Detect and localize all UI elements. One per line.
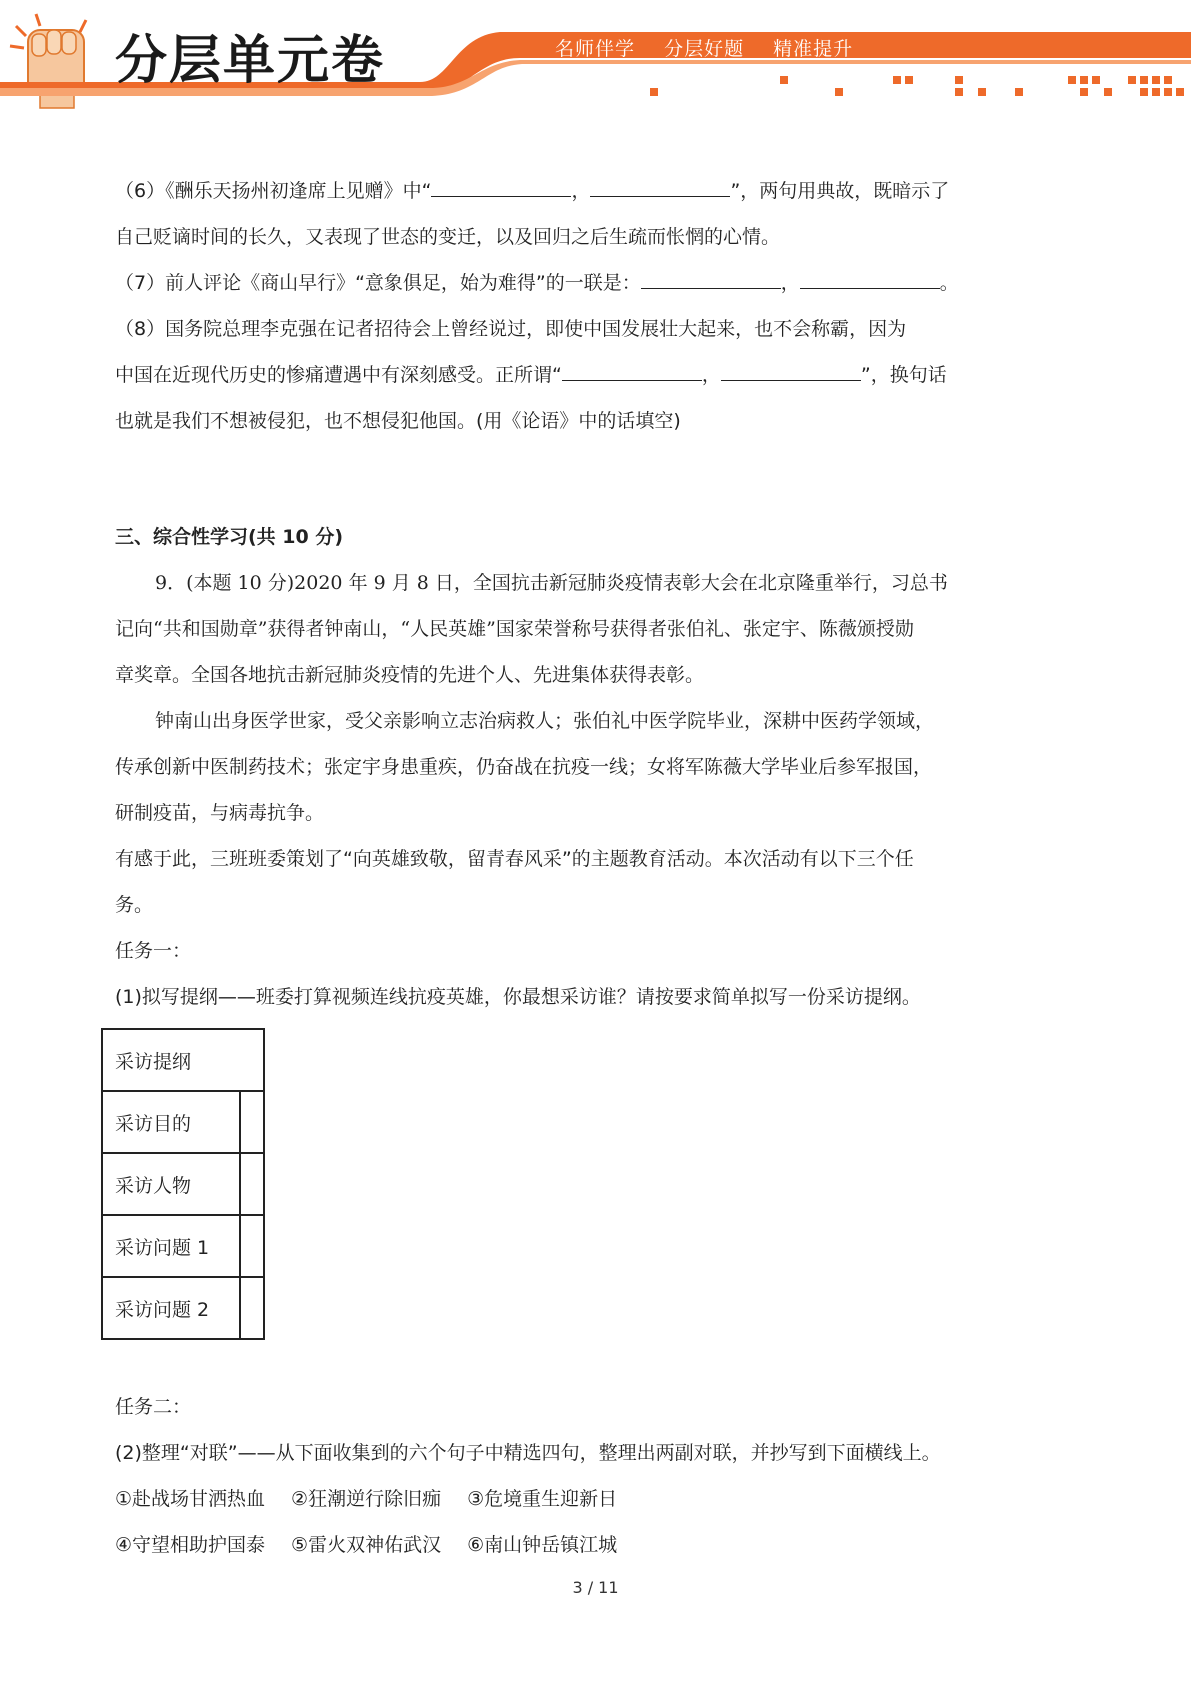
header-banner	[0, 0, 1191, 110]
answer-blank[interactable]	[562, 362, 702, 381]
answer-blank[interactable]	[721, 362, 861, 381]
question-text: ，	[780, 272, 800, 294]
option-item: ⑥南山钟岳镇江城	[467, 1534, 618, 1556]
paragraph-line: 研制疫苗，与病毒抗争。	[115, 802, 325, 824]
option-item: ③危境重生迎新日	[467, 1488, 618, 1510]
option-item: ④守望相助护国泰	[115, 1534, 266, 1556]
question-8-line-3: 也就是我们不想被侵犯，也不想侵犯他国。(用《论语》中的话填空)	[115, 410, 681, 432]
paragraph-line: 9．(本题 10 分)2020 年 9 月 8 日，全国抗击新冠肺炎疫情表彰大会在北京隆重举行，习总书	[155, 572, 948, 594]
options-row-1	[115, 1484, 617, 1511]
slogan-item: 分层好题	[664, 38, 745, 60]
task-2-question: (2)整理“对联”——从下面收集到的六个句子中精选四句，整理出两副对联，并抄写到下面横线上。	[115, 1442, 941, 1464]
options-row-2	[115, 1530, 617, 1557]
paragraph-line: 章奖章。全国各地抗击新冠肺炎疫情的先进个人、先进集体获得表彰。	[115, 664, 705, 686]
question-text: ”，换句话	[860, 364, 947, 386]
question-7-line	[115, 268, 959, 295]
paragraph-line: 传承创新中医制药技术；张定宇身患重疾，仍奋战在抗疫一线；女将军陈薇大学毕业后参军报国，	[115, 756, 933, 778]
table-row	[102, 1091, 264, 1153]
question-6-line-1	[115, 176, 949, 203]
question-6-line-2: 自己贬谪时间的长久，又表现了世态的变迁，以及回归之后生疏而怅惘的心情。	[115, 226, 781, 248]
option-item: ⑤雷火双神佑武汉	[291, 1534, 442, 1556]
task-1-question: (1)拟写提纲——班委打算视频连线抗疫英雄，你最想采访谁？请按要求简单拟写一份采访提纲。	[115, 986, 921, 1008]
table-answer-cell[interactable]	[240, 1215, 264, 1277]
answer-blank[interactable]	[641, 270, 781, 289]
question-8-line-1: （8）国务院总理李克强在记者招待会上曾经说过，即使中国发展壮大起来，也不会称霸，因为	[115, 318, 907, 340]
task-2-label: 任务二：	[115, 1396, 192, 1418]
paragraph-line: 钟南山出身医学世家，受父亲影响立志治病救人；张伯礼中医学院毕业，深耕中医药学领域，	[155, 710, 935, 732]
task-1-label: 任务一：	[115, 940, 192, 962]
table-answer-cell[interactable]	[240, 1277, 264, 1339]
table-row	[102, 1215, 264, 1277]
option-item: ②狂潮逆行除旧痂	[291, 1488, 442, 1510]
paragraph-line: 有感于此，三班班委策划了“向英雄致敬，留青春风采”的主题教育活动。本次活动有以下三个任	[115, 848, 914, 870]
interview-outline-table	[101, 1028, 265, 1340]
answer-blank[interactable]	[590, 178, 730, 197]
option-item: ①赴战场甘洒热血	[115, 1488, 266, 1510]
table-answer-cell[interactable]	[240, 1091, 264, 1153]
question-8-line-2	[115, 360, 947, 387]
slogan-bar	[555, 34, 875, 61]
question-text: （7）前人评论《商山早行》“意象俱足，始为难得”的一联是：	[115, 272, 641, 294]
question-text: 中国在近现代历史的惨痛遭遇中有深刻感受。正所谓“	[115, 364, 562, 386]
paragraph-line: 记向“共和国勋章”获得者钟南山，“人民英雄”国家荣誉称号获得者张伯礼、张定宇、陈薇颁授勋	[115, 618, 914, 640]
paragraph-line: 务。	[115, 894, 154, 916]
table-label-cell: 采访问题 1	[102, 1215, 240, 1277]
answer-blank[interactable]	[431, 178, 571, 197]
question-text: 。	[939, 272, 959, 294]
table-answer-cell[interactable]	[240, 1153, 264, 1215]
table-header-cell: 采访提纲	[102, 1029, 264, 1091]
table-row	[102, 1029, 264, 1091]
slogan-item: 名师伴学	[555, 38, 636, 60]
table-label-cell: 采访目的	[102, 1091, 240, 1153]
page-number: 3 / 11	[572, 1578, 619, 1597]
question-text: ，	[701, 364, 721, 386]
question-text: （6）《酬乐天扬州初逢席上见赠》中“	[115, 180, 432, 202]
table-label-cell: 采访人物	[102, 1153, 240, 1215]
brand-title: 分层单元卷	[115, 31, 386, 91]
table-label-cell: 采访问题 2	[102, 1277, 240, 1339]
table-row	[102, 1277, 264, 1339]
table-row	[102, 1153, 264, 1215]
answer-blank[interactable]	[800, 270, 940, 289]
slogan-item: 精准提升	[773, 38, 854, 60]
question-text: ，	[571, 180, 591, 202]
section-title: 三、综合性学习(共 10 分)	[115, 526, 344, 548]
question-text: ”，两句用典故，既暗示了	[730, 180, 950, 202]
